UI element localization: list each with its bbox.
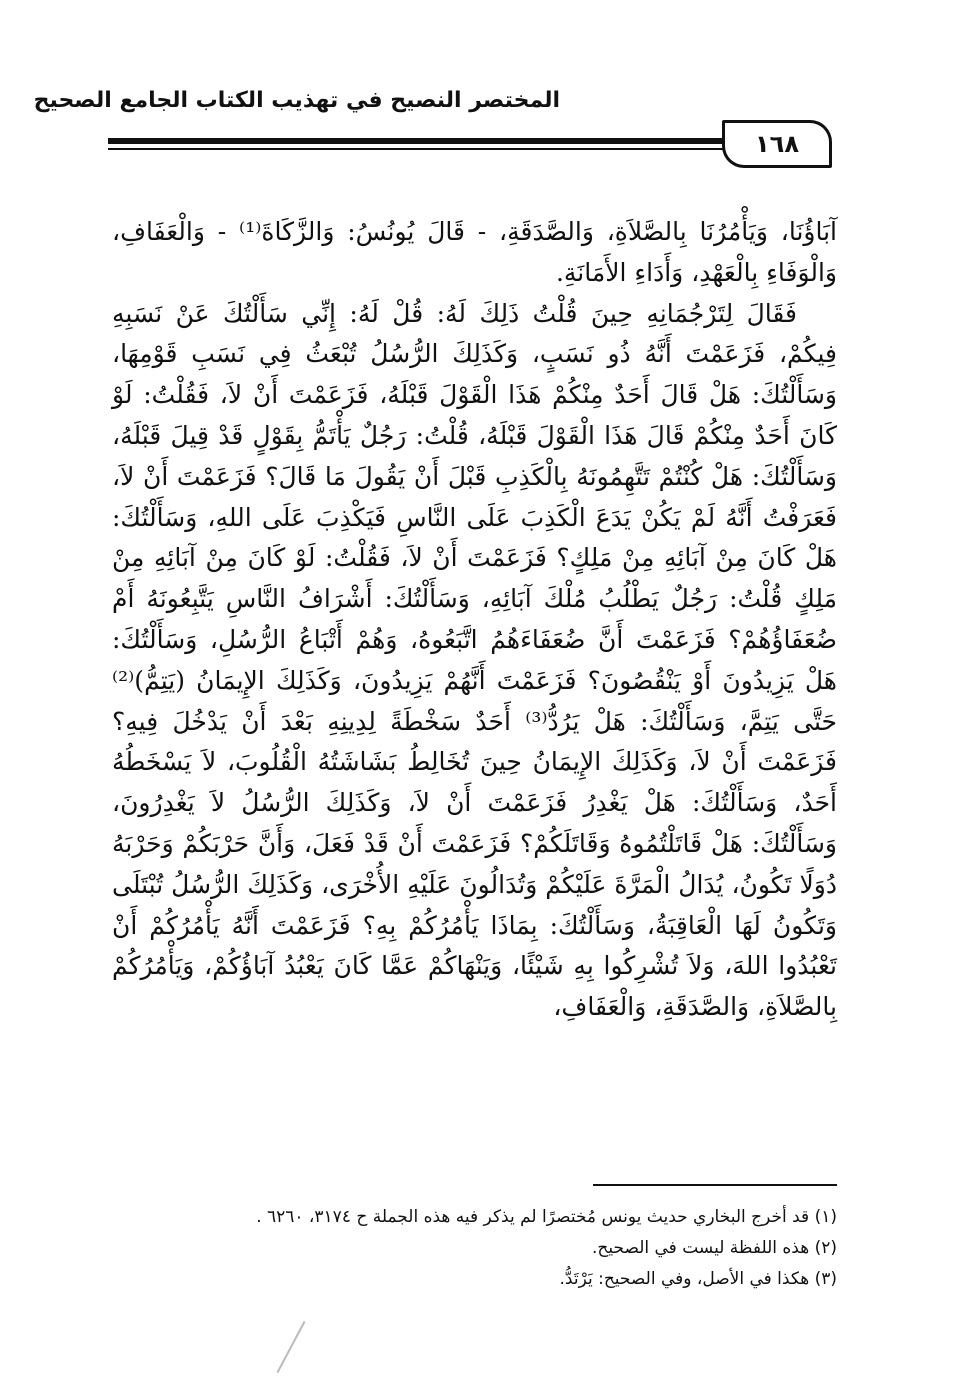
footnote-2: (٢) هذه اللفظة ليست في الصحيح. [591, 1238, 837, 1258]
header-rule-thick [108, 138, 723, 144]
header-rule-thin [108, 148, 723, 150]
paragraph: فَقَالَ لِتَرْجُمَانِهِ حِينَ قُلْتُ ذَلِكَ لَهُ: قُلْ لَهُ: إِنِّي سَأَلْتُكَ عَنْ نَسَبِهِ فِيكُمْ، فَزَعَمْتَ أَنَّهُ ذُو نَسَبٍ، وَكَذَلِكَ الرُّسُلُ تُبْعَثُ فِي نَسَبِ قَوْمِهَا، وَسَأَلْتُكَ: هَلْ قَالَ أَحَدٌ مِنْكُمْ هَذَا الْقَوْلَ قَبْلَهُ، فَزَعَمْتَ أَنْ لاَ، فَقُلْتُ: لَوْ كَانَ أَحَدٌ مِنْكُمْ قَالَ هَذَا الْقَوْلَ قَبْلَهُ، قُلْتُ: رَجُلٌ يَأْتَمُّ بِقَوْلٍ قَدْ قِيلَ قَبْلَهُ، وَسَأَلْتُكَ: هَلْ كُنْتُمْ تَتَّهِمُونَهُ بِالْكَذِبِ قَبْلَ أَنْ يَقُولَ مَا قَالَ؟ فَزَعَمْتَ أَنْ لاَ، فَعَرَفْتُ أَنَّهُ لَمْ يَكُنْ يَدَعَ الْكَذِبَ عَلَى النَّاسِ فَيَكْذِبَ عَلَى اللهِ، وَسَأَلْتُكَ: هَلْ كَانَ مِنْ آبَائِهِ مِنْ مَلِكٍ؟ فَزَعَمْتَ أَنْ لاَ، فَقُلْتُ: لَوْ كَانَ مِنْ آبَائِهِ مِنْ مَلِكٍ قُلْتُ: رَجُلٌ يَطْلُبُ مُلْكَ آبَائِهِ، وَسَأَلْتُكَ: أَشْرَافُ النَّاسِ يَتَّبِعُونَهُ أَمْ ضُعَفَاؤُهُمْ؟ فَزَعَمْتَ أَنَّ ضُعَفَاءَهُمُ اتَّبَعُوهُ، وَهُمْ أَتْبَاعُ الرُّسُلِ، وَسَأَلْتُكَ: هَلْ يَزِيدُونَ أَوْ يَنْقُصُونَ؟ فَزَعَمْتَ أَنَّهُمْ يَزِيدُونَ، وَكَذَلِكَ الإِيمَانُ (يَتِمُّ)⁽²⁾ حَتَّى يَتِمَّ، وَسَأَلْتُكَ: هَلْ يَرُدُّ⁽³⁾ أَحَدٌ سَخْطَةً لِدِينِهِ بَعْدَ أَنْ يَدْخُلَ فِيهِ؟ فَزَعَمْتَ أَنْ لاَ، وَكَذَلِكَ الإِيمَانُ حِينَ تُخَالِطُ بَشَاشَتُهُ الْقُلُوبَ، لاَ يَسْخَطُهُ أَحَدٌ، وَسَأَلْتُكَ: هَلْ يَغْدِرُ فَزَعَمْتَ أَنْ لاَ، وَكَذَلِكَ الرُّسُلُ لاَ يَغْدِرُونَ، وَسَأَلْتُكَ: هَلْ قَاتَلْتُمُوهُ وَقَاتَلَكُمْ؟ فَزَعَمْتَ أَنْ قَدْ فَعَلَ، وَأَنَّ حَرْبَكُمْ وَحَرْبَهُ دُوَلًا تَكُونُ، يُدَالُ الْمَرَّةَ عَلَيْكُمْ وَتُدَالُونَ عَلَيْهِ الأُخْرَى، وَكَذَلِكَ الرُّسُلُ تُبْتَلَى وَتَكُونُ لَهَا الْعَاقِبَةُ، وَسَأَلْتُكَ: بِمَاذَا يَأْمُرُكُمْ بِهِ؟ فَزَعَمْتَ أَنَّهُ يَأْمُرُكُمْ أَنْ تَعْبُدُوا اللهَ، وَلاَ تُشْرِكُوا بِهِ شَيْئًا، وَيَنْهَاكُمْ عَمَّا كَانَ يَعْبُدُ آبَاؤُكُمْ، وَيَأْمُرُكُمْ بِالصَّلاَةِ، وَالصَّدَقَةِ، وَالْعَفَافِ، [112, 298, 837, 1022]
footnotes [112, 1202, 837, 1295]
footnote-separator [593, 1184, 837, 1186]
scan-mark [277, 1321, 306, 1373]
paragraph: آبَاؤُنَا، وَيَأْمُرُنَا بِالصَّلاَةِ، وَالصَّدَقَةِ، - قَالَ يُونُسُ: وَالزَّكَاةَ⁽¹⁾ - وَالْعَفَافِ، وَالْوَفَاءِ بِالْعَهْدِ، وَأَدَاءِ الأَمَانَةِ. [112, 217, 837, 287]
running-title: المختصر النصيح في تهذيب الكتاب الجامع الصحيح [33, 88, 560, 113]
page-number: ١٦٨ [722, 120, 832, 168]
footnote-1: (١) قد أخرج البخاري حديث يونس مُختصرًا لم يذكر فيه هذه الجملة ح ٣١٧٤، ٦٢٦٠ . [256, 1207, 837, 1227]
footnote-3: (٣) هكذا في الأصل، وفي الصحيح: يَرْتَدُّ. [559, 1269, 837, 1289]
main-text [112, 212, 837, 1028]
